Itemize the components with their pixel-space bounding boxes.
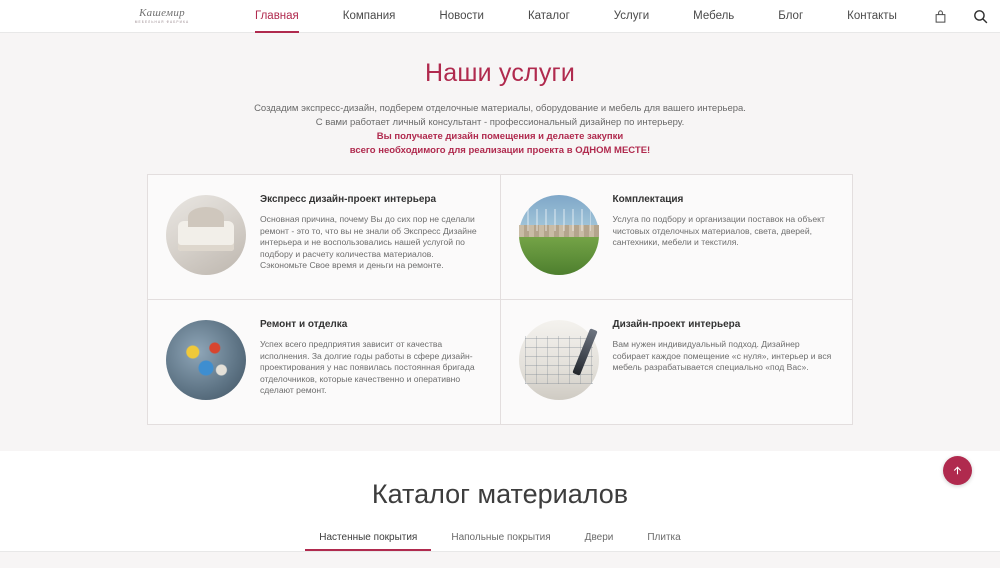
nav-item-kontakty[interactable]: Контакты [847, 10, 897, 22]
service-card-title: Комплектация [612, 194, 684, 205]
workers-thumb-icon [166, 320, 246, 400]
search-icon [972, 8, 989, 25]
nav-item-mebel[interactable]: Мебель [693, 10, 735, 22]
services-highlight-line-2: всего необходимого для реализации проекта в ОДНОМ МЕСТЕ! [349, 145, 651, 156]
tab-plitka[interactable]: Плитка [647, 532, 681, 543]
catalog-content-strip [0, 552, 1000, 568]
service-card[interactable] [148, 300, 501, 425]
catalog-title: Каталог материалов [371, 479, 629, 509]
nav-item-glavnaya[interactable]: Главная [255, 0, 321, 33]
service-card-text: Вам нужен индивидуальный подход. Дизайнер собирает каждое помещение «с нуля», интерьер и вся мебель разрабатывается специально «под Вас». [612, 339, 832, 373]
cart-button[interactable] [920, 0, 960, 33]
scroll-to-top-button[interactable] [943, 456, 972, 485]
tab-dveri[interactable]: Двери [584, 532, 614, 543]
search-button[interactable] [960, 0, 1000, 33]
nav-item-kompaniya[interactable]: Компания [342, 10, 396, 22]
service-card-body [260, 316, 482, 410]
chair-thumb-icon [166, 195, 246, 275]
service-card[interactable] [501, 175, 854, 300]
service-card-title: Ремонт и отделка [260, 319, 348, 330]
service-card-title: Экспресс дизайн-проект интерьера [260, 194, 437, 205]
nav-item-novosti[interactable]: Новости [439, 10, 484, 22]
site-logo[interactable] [126, 4, 198, 28]
service-card-text: Услуга по подбору и организации поставок на объект чистовых отделочных материалов, света, дверей, сантехники, мебели и текстиля. [612, 214, 825, 248]
service-card[interactable] [148, 175, 501, 300]
arrow-up-icon [951, 464, 964, 477]
services-intro [0, 102, 1000, 158]
logo-wordmark: Кашемир [139, 6, 185, 19]
service-card-text: Успех всего предприятия зависит от качества исполнения. За долгие годы работы в сфере дизайн-проектирования у нас появилась постоянная бригада отделочников, которые качественно и оперативно сделают ремонт. [260, 339, 475, 396]
service-card-title: Дизайн-проект интерьера [612, 319, 741, 330]
services-card-grid [147, 174, 853, 425]
logo-tagline: МЕБЕЛЬНАЯ ФАБРИКА [134, 19, 190, 24]
service-card-body [260, 191, 482, 285]
services-section [0, 33, 1000, 451]
service-card[interactable] [501, 300, 854, 425]
services-title: Наши услуги [424, 59, 575, 87]
site-header [0, 0, 1000, 33]
header-icon-group [920, 0, 1000, 33]
nav-item-katalog[interactable]: Каталог [527, 10, 570, 22]
catalog-section [0, 451, 1000, 568]
tab-napolnye-pokrytiya[interactable]: Напольные покрытия [451, 532, 551, 543]
service-card-body [613, 191, 835, 285]
catalog-tabs [0, 532, 1000, 551]
services-highlight-line-1: Вы получаете дизайн помещения и делаете закупки [376, 131, 624, 142]
nav-item-uslugi[interactable]: Услуги [613, 10, 650, 22]
construction-thumb-icon [519, 195, 599, 275]
services-intro-line-1: Создадим экспресс-дизайн, подберем отделочные материалы, оборудование и мебель для вашего интерьера. [254, 103, 746, 114]
drawing-thumb-icon [519, 320, 599, 400]
service-card-body [613, 316, 835, 410]
tab-nastennye-pokrytiya[interactable]: Настенные покрытия [315, 532, 421, 551]
cart-icon [933, 9, 948, 24]
services-intro-line-2: С вами работает личный консультант - профессиональный дизайнер по интерьеру. [315, 117, 685, 128]
main-navigation [255, 0, 919, 33]
service-card-text: Основная причина, почему Вы до сих пор не сделали ремонт - это то, что вы не знали об Экспресс Дизайне интерьера и не воспользовались нашей услугой по подбору и расчету количества материалов. Сэкономьте Свое время и деньги на ремонте. [260, 214, 477, 271]
nav-item-blog[interactable]: Блог [778, 10, 804, 22]
